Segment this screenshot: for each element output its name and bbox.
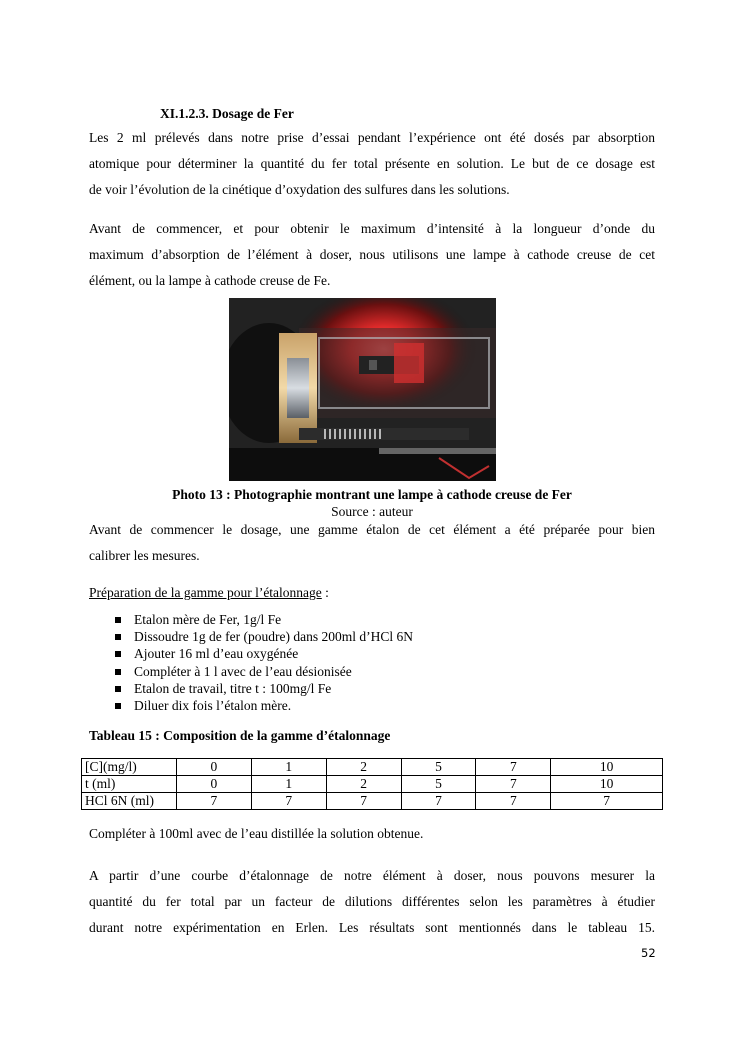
table-cell: 0: [177, 759, 252, 776]
text-line: Avant de commencer, et pour obtenir le maximum d’intensité à la longueur d’onde du: [89, 221, 655, 236]
table-cell: 7: [326, 793, 401, 810]
paragraph-calibration: [89, 517, 655, 569]
table-row: [82, 793, 663, 810]
table-cell: 1: [251, 776, 326, 793]
text-line: calibrer les mesures.: [89, 548, 200, 563]
preparation-title-suffix: :: [321, 585, 329, 600]
table-cell: 1: [251, 759, 326, 776]
text-line: A partir d’une courbe d’étalonnage de notre élément à doser, nous pouvons mesurer la: [89, 868, 655, 883]
photo-source: Source : auteur: [331, 504, 413, 519]
table-cell: 7: [476, 793, 551, 810]
text-line: atomique pour déterminer la quantité du fer total présente en solution. Le but de ce dosage est: [89, 156, 655, 171]
table-cell: 7: [551, 793, 663, 810]
hollow-cathode-lamp-photo: [229, 298, 496, 481]
calibration-table: [81, 758, 663, 810]
section-heading: XI.1.2.3. Dosage de Fer: [160, 106, 294, 121]
row-label: HCl 6N (ml): [82, 793, 177, 810]
preparation-list: [113, 611, 413, 714]
text-line: maximum d’absorption de l’élément à doser, nous utilisons une lampe à cathode creuse de cet: [89, 247, 655, 262]
table-cell: 7: [251, 793, 326, 810]
table-cell: 10: [551, 776, 663, 793]
row-label: [C](mg/l): [82, 759, 177, 776]
row-label: t (ml): [82, 776, 177, 793]
text-line: durant notre expérimentation en Erlen. Les résultats sont mentionnés dans le tableau 15.: [89, 920, 655, 935]
text-line: Compléter à 100ml avec de l’eau distillée la solution obtenue.: [89, 826, 424, 841]
lamp-photo-illustration: [229, 298, 496, 481]
list-item: Etalon mère de Fer, 1g/l Fe: [113, 611, 413, 628]
page-number: 52: [641, 946, 656, 960]
table-cell: 2: [326, 759, 401, 776]
preparation-title: [89, 580, 655, 606]
paragraph-complete: [89, 821, 655, 847]
table-cell: 0: [177, 776, 252, 793]
text-line: de voir l’évolution de la cinétique d’oxydation des sulfures dans les solutions.: [89, 182, 510, 197]
text-line: élément, ou la lampe à cathode creuse de Fe.: [89, 273, 331, 288]
text-line: Les 2 ml prélevés dans notre prise d’essai pendant l’expérience ont été dosés par absorption: [89, 130, 655, 145]
table-row: [82, 776, 663, 793]
paragraph-results: [89, 863, 655, 941]
list-item: Dissoudre 1g de fer (poudre) dans 200ml d’HCl 6N: [113, 628, 413, 645]
text-line: Avant de commencer le dosage, une gamme étalon de cet élément a été préparée pour bien: [89, 522, 655, 537]
photo-caption: Photo 13 : Photographie montrant une lampe à cathode creuse de Fer: [172, 487, 572, 502]
text-line: quantité du fer total par un facteur de dilutions différentes selon les paramètres à étudier: [89, 894, 655, 909]
table-cell: 2: [326, 776, 401, 793]
table-cell: 7: [177, 793, 252, 810]
list-item: Diluer dix fois l’étalon mère.: [113, 697, 413, 714]
table-cell: 5: [401, 776, 476, 793]
preparation-title-text: Préparation de la gamme pour l’étalonnage: [89, 585, 322, 600]
paragraph-dosage-intro: [89, 125, 655, 203]
table-cell: 5: [401, 759, 476, 776]
paragraph-lamp-intro: [89, 216, 655, 294]
list-item: Ajouter 16 ml d’eau oxygénée: [113, 645, 413, 662]
table-cell: 7: [401, 793, 476, 810]
list-item: Compléter à 1 l avec de l’eau désionisée: [113, 663, 413, 680]
list-item: Etalon de travail, titre t : 100mg/l Fe: [113, 680, 413, 697]
table-cell: 7: [476, 759, 551, 776]
table-cell: 7: [476, 776, 551, 793]
table-title: Tableau 15 : Composition de la gamme d’étalonnage: [89, 728, 391, 743]
table-row: [82, 759, 663, 776]
table-cell: 10: [551, 759, 663, 776]
